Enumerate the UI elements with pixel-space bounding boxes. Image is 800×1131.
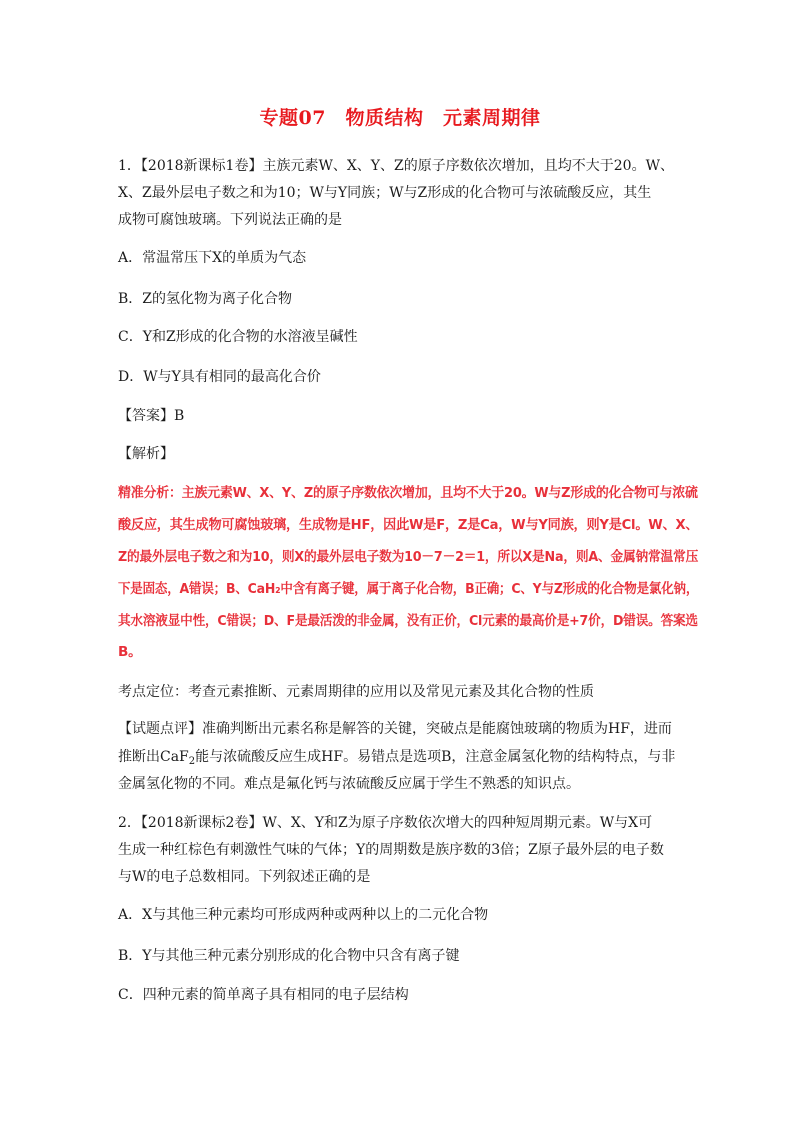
q1-analysis-line-4: 下是固态，A错误；B、CaH₂中含有离子键，属于离子化合物，B正确；C、Y与Z形成的化合物是氯化钠，: [118, 581, 699, 597]
q1-analysis-line-3: Z的最外层电子数之和为10，则X的最外层电子数为10－7－2＝1，所以X是Na，则A、金属钠常温常压: [118, 549, 699, 565]
q1-analysis-line-5: 其水溶液显中性，C错误；D、F是最活泼的非金属，没有正价，Cl元素的最高价是+7价，D错误。答案选: [118, 613, 698, 629]
q1-analysis-line-1: 精准分析：主族元素W、X、Y、Z的原子序数依次增加，且均不大于20。W与Z形成的化合物可与浓硫: [118, 485, 698, 501]
comment-text-a: 推断出CaF: [118, 749, 189, 765]
q2-stem-line-1: 2．【2018新课标2卷】W、X、Y和Z为原子序数依次增大的四种短周期元素。W与X可: [118, 815, 653, 831]
q1-answer: 【答案】B: [118, 408, 185, 424]
q2-stem-line-2: 生成一种红棕色有刺激性气味的气体；Y的周期数是族序数的3倍；Z原子最外层的电子数: [118, 842, 664, 858]
q2-stem-line-3: 与W的电子总数相同。下列叙述正确的是: [118, 869, 371, 885]
subscript-2: 2: [188, 756, 196, 767]
q2-option-b: B．Y与其他三种元素分别形成的化合物中只含有离子键: [118, 948, 460, 964]
q1-analysis-line-6: B。: [118, 644, 142, 660]
q1-stem-line-1: 1．【2018新课标1卷】主族元素W、X、Y、Z的原子序数依次增加，且均不大于20。W、: [118, 158, 674, 174]
q1-analysis-label: 【解析】: [118, 446, 174, 462]
q1-comment-line-3: 金属氢化物的不同。难点是氟化钙与浓硫酸反应属于学生不熟悉的知识点。: [118, 776, 580, 792]
q1-stem-line-2: X、Z最外层电子数之和为10；W与Y同族；W与Z形成的化合物可与浓硫酸反应，其生: [118, 185, 652, 201]
q1-option-a: A．常温常压下X的单质为气态: [118, 250, 307, 266]
q1-kaodian: 考点定位：考查元素推断、元素周期律的应用以及常见元素及其化合物的性质: [118, 684, 594, 700]
q1-analysis-line-2: 酸反应，其生成物可腐蚀玻璃，生成物是HF，因此W是F，Z是Ca，W与Y同族，则Y是Cl。W、X、: [118, 517, 699, 533]
comment-text-b: 能与浓硫酸反应生成HF。易错点是选项B，注意金属氢化物的结构特点，与非: [195, 749, 676, 765]
q1-stem-line-3: 成物可腐蚀玻璃。下列说法正确的是: [118, 212, 342, 228]
page-title: 专题07 物质结构 元素周期律: [259, 107, 541, 129]
q1-option-d: D．W与Y具有相同的最高化合价: [118, 369, 321, 385]
q1-comment-line-2: [118, 748, 698, 766]
q2-option-c: C．四种元素的简单离子具有相同的电子层结构: [118, 987, 409, 1003]
q1-option-b: B．Z的氢化物为离子化合物: [118, 291, 293, 307]
q1-comment-line-1: 【试题点评】准确判断出元素名称是解答的关键，突破点是能腐蚀玻璃的物质为HF，进而: [118, 721, 672, 737]
q1-option-c: C．Y和Z形成的化合物的水溶液呈碱性: [118, 329, 358, 345]
q2-option-a: A．X与其他三种元素均可形成两种或两种以上的二元化合物: [118, 907, 489, 923]
